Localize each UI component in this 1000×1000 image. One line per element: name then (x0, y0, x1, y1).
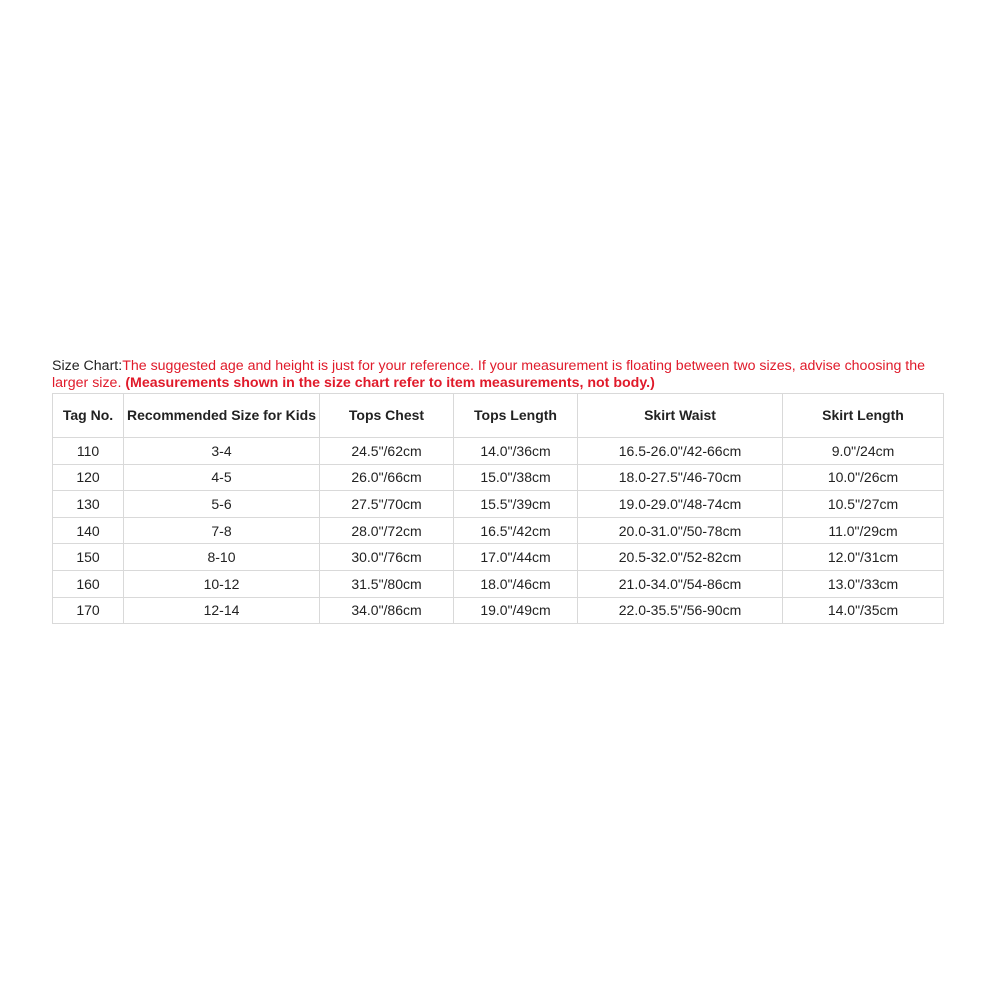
table-row (53, 597, 944, 624)
reference-note: The suggested age and height is just for your reference. If your measurement is floating between two sizes, advise choosing the larger size. (52, 358, 926, 391)
cell-recommended-size: 12-14 (124, 597, 320, 624)
cell-skirt-length: 14.0"/35cm (783, 597, 944, 624)
table-row (53, 570, 944, 597)
cell-tag-no: 160 (53, 570, 124, 597)
table-row (53, 438, 944, 465)
header-tops-chest: Tops Chest (320, 394, 454, 438)
cell-tops-length: 18.0"/46cm (454, 570, 578, 597)
cell-skirt-length: 11.0"/29cm (783, 517, 944, 544)
cell-tops-chest: 26.0"/66cm (320, 464, 454, 491)
cell-recommended-size: 8-10 (124, 544, 320, 571)
cell-skirt-length: 10.5"/27cm (783, 491, 944, 518)
cell-recommended-size: 3-4 (124, 438, 320, 465)
size-chart-label: Size Chart: (52, 358, 123, 374)
cell-tag-no: 170 (53, 597, 124, 624)
cell-tops-length: 17.0"/44cm (454, 544, 578, 571)
table-row (53, 491, 944, 518)
cell-tops-length: 19.0"/49cm (454, 597, 578, 624)
cell-skirt-waist: 19.0-29.0"/48-74cm (578, 491, 783, 518)
size-chart-table (52, 393, 944, 624)
cell-tops-length: 14.0"/36cm (454, 438, 578, 465)
cell-skirt-waist: 16.5-26.0"/42-66cm (578, 438, 783, 465)
table-row (53, 544, 944, 571)
cell-recommended-size: 4-5 (124, 464, 320, 491)
cell-tag-no: 130 (53, 491, 124, 518)
header-skirt-waist: Skirt Waist (578, 394, 783, 438)
cell-skirt-waist: 20.5-32.0"/52-82cm (578, 544, 783, 571)
cell-skirt-waist: 21.0-34.0"/54-86cm (578, 570, 783, 597)
table-row (53, 464, 944, 491)
cell-tops-chest: 30.0"/76cm (320, 544, 454, 571)
cell-tag-no: 140 (53, 517, 124, 544)
cell-tag-no: 110 (53, 438, 124, 465)
cell-tops-length: 15.5"/39cm (454, 491, 578, 518)
header-skirt-length: Skirt Length (783, 394, 944, 438)
cell-tops-chest: 34.0"/86cm (320, 597, 454, 624)
cell-recommended-size: 10-12 (124, 570, 320, 597)
table-header-row (53, 394, 944, 438)
cell-tops-chest: 24.5"/62cm (320, 438, 454, 465)
cell-skirt-length: 12.0"/31cm (783, 544, 944, 571)
cell-tag-no: 150 (53, 544, 124, 571)
size-chart-section (52, 358, 944, 624)
cell-tops-chest: 27.5"/70cm (320, 491, 454, 518)
cell-skirt-waist: 18.0-27.5"/46-70cm (578, 464, 783, 491)
cell-recommended-size: 7-8 (124, 517, 320, 544)
cell-skirt-length: 13.0"/33cm (783, 570, 944, 597)
cell-tag-no: 120 (53, 464, 124, 491)
cell-skirt-waist: 22.0-35.5"/56-90cm (578, 597, 783, 624)
cell-tops-length: 16.5"/42cm (454, 517, 578, 544)
table-row (53, 517, 944, 544)
cell-skirt-waist: 20.0-31.0"/50-78cm (578, 517, 783, 544)
header-tops-length: Tops Length (454, 394, 578, 438)
cell-tops-chest: 31.5"/80cm (320, 570, 454, 597)
header-recommended-size: Recommended Size for Kids (124, 394, 320, 438)
header-tag-no: Tag No. (53, 394, 124, 438)
cell-tops-length: 15.0"/38cm (454, 464, 578, 491)
cell-skirt-length: 10.0"/26cm (783, 464, 944, 491)
cell-tops-chest: 28.0"/72cm (320, 517, 454, 544)
measurement-note: (Measurements shown in the size chart refer to item measurements, not body.) (125, 375, 655, 391)
cell-recommended-size: 5-6 (124, 491, 320, 518)
size-chart-note (52, 358, 944, 392)
cell-skirt-length: 9.0"/24cm (783, 438, 944, 465)
